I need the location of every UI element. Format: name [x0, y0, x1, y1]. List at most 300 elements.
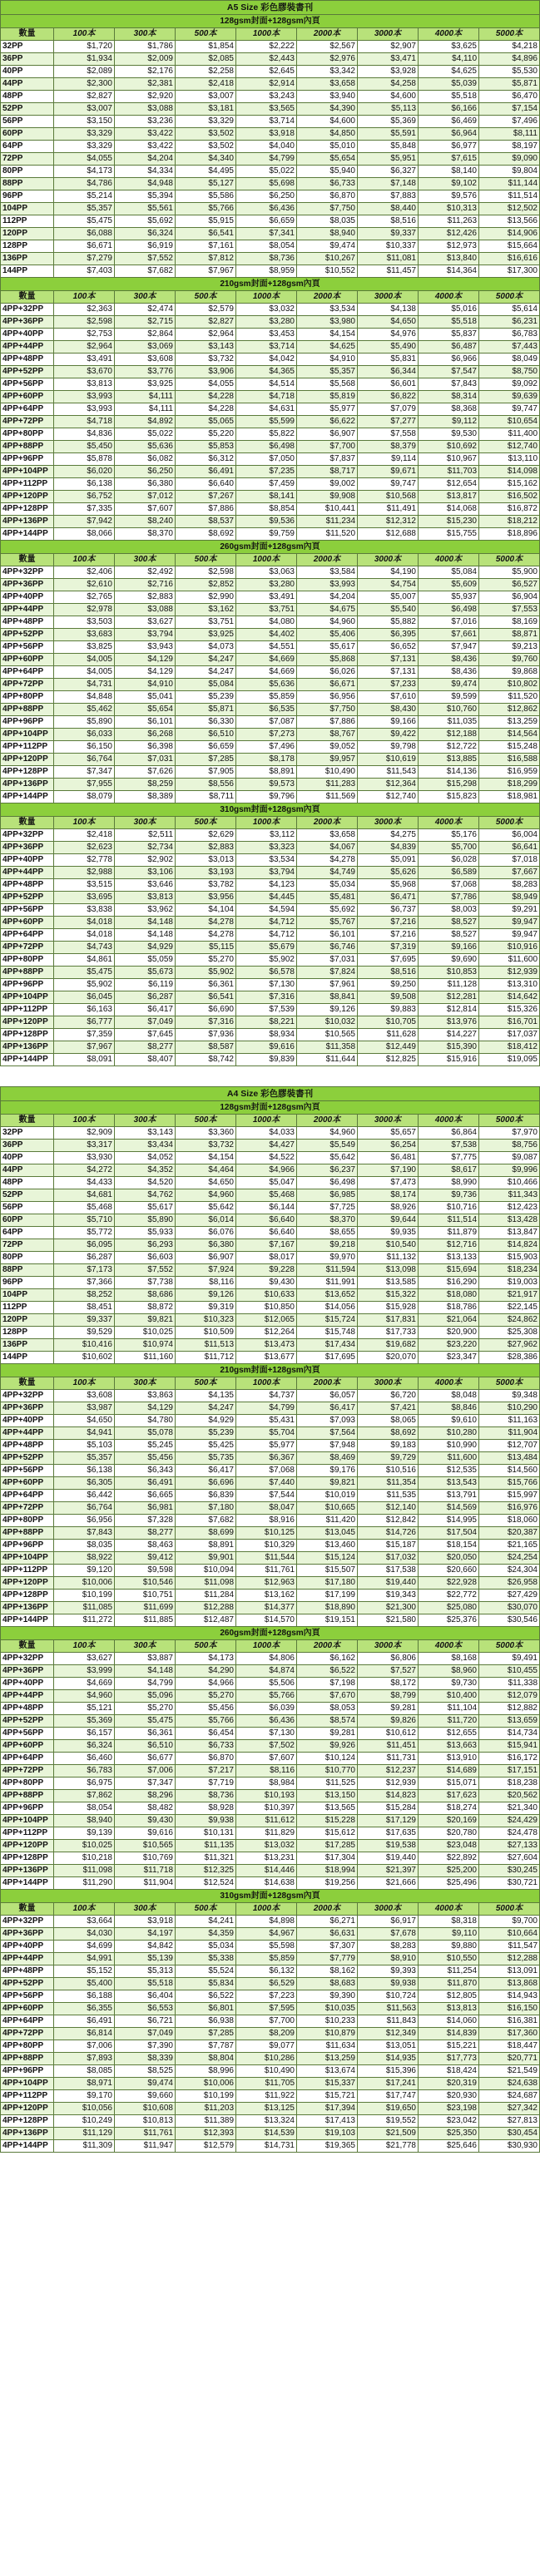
price-cell: $13,585 [358, 1277, 419, 1289]
price-cell: $3,813 [115, 892, 176, 904]
price-cell: $17,300 [479, 265, 540, 278]
price-cell: $4,073 [176, 641, 236, 654]
table-row [1, 1164, 540, 1177]
table-row [1, 829, 540, 842]
column-header: 500本 [176, 291, 236, 304]
price-cell: $19,650 [358, 2103, 419, 2115]
price-cell: $8,891 [236, 766, 297, 779]
price-cell: $7,049 [115, 2028, 176, 2040]
table-row [1, 1565, 540, 1577]
price-cell: $5,468 [54, 1202, 115, 1214]
price-cell: $5,878 [54, 453, 115, 466]
price-cell: $10,025 [54, 1840, 115, 1852]
price-cell: $12,449 [358, 1041, 419, 1054]
price-cell: $13,231 [236, 1852, 297, 1865]
price-cell: $4,799 [115, 1678, 176, 1690]
price-cell: $5,933 [115, 1227, 176, 1239]
price-cell: $5,475 [54, 967, 115, 979]
price-cell: $4,052 [115, 1152, 176, 1164]
column-header: 數量 [1, 1377, 54, 1390]
price-cell: $8,370 [297, 1214, 358, 1227]
page-count-cell: 72PP [1, 153, 54, 166]
price-cell: $11,098 [54, 1865, 115, 1877]
price-cell: $6,254 [358, 1140, 419, 1152]
price-cell: $10,990 [419, 1440, 479, 1452]
price-cell: $3,007 [54, 103, 115, 116]
price-cell: $8,537 [176, 516, 236, 528]
price-cell: $4,594 [236, 904, 297, 917]
table-row [1, 691, 540, 704]
price-cell: $11,035 [419, 716, 479, 729]
price-cell: $5,871 [176, 704, 236, 716]
page-count-cell: 104PP [1, 1289, 54, 1302]
price-cell: $14,935 [358, 2053, 419, 2065]
price-cell: $2,300 [54, 78, 115, 91]
price-cell: $14,068 [419, 503, 479, 516]
price-cell: $12,288 [176, 1602, 236, 1614]
price-cell: $10,466 [479, 1177, 540, 1189]
page-count-cell: 4PP+104PP [1, 1552, 54, 1565]
price-cell: $6,491 [176, 466, 236, 478]
price-cell: $16,502 [479, 491, 540, 503]
price-cell: $4,718 [54, 416, 115, 428]
price-cell: $17,304 [297, 1852, 358, 1865]
price-cell: $11,644 [297, 1054, 358, 1066]
price-cell: $6,004 [479, 829, 540, 842]
page-count-cell: 4PP+104PP [1, 2078, 54, 2090]
price-cell: $6,380 [176, 1239, 236, 1252]
price-cell: $3,695 [54, 892, 115, 904]
price-cell: $8,209 [236, 2028, 297, 2040]
price-cell: $7,316 [176, 1016, 236, 1029]
table-row [1, 979, 540, 991]
price-cell: $10,974 [115, 1339, 176, 1352]
price-cell: $7,087 [236, 716, 297, 729]
column-header: 5000本 [479, 291, 540, 304]
price-cell: $5,890 [54, 716, 115, 729]
price-cell: $7,285 [176, 754, 236, 766]
price-cell: $16,976 [479, 1502, 540, 1515]
price-cell: $10,802 [479, 679, 540, 691]
price-cell: $6,045 [54, 991, 115, 1004]
price-cell: $11,358 [297, 1041, 358, 1054]
price-cell: $5,766 [236, 1690, 297, 1703]
price-cell: $21,509 [358, 2128, 419, 2140]
price-cell: $10,035 [297, 2003, 358, 2015]
price-cell: $14,569 [419, 1502, 479, 1515]
price-cell: $3,143 [176, 341, 236, 354]
price-cell: $3,906 [176, 366, 236, 378]
price-cell: $7,552 [115, 253, 176, 265]
price-cell: $9,120 [54, 1565, 115, 1577]
price-cell: $25,350 [419, 2128, 479, 2140]
price-cell: $13,310 [479, 979, 540, 991]
page-count-cell: 48PP [1, 1177, 54, 1189]
price-cell: $3,794 [115, 629, 176, 641]
price-cell: $27,429 [479, 1590, 540, 1602]
page-count-cell: 136PP [1, 1339, 54, 1352]
price-cell: $5,369 [54, 1715, 115, 1728]
table-row [1, 942, 540, 954]
price-cell: $11,420 [297, 1515, 358, 1527]
price-cell: $11,628 [358, 1029, 419, 1041]
price-cell: $12,862 [479, 704, 540, 716]
price-cell: $6,188 [54, 1990, 115, 2003]
price-cell: $9,281 [358, 1703, 419, 1715]
price-cell: $9,114 [358, 453, 419, 466]
column-header: 2000本 [297, 28, 358, 41]
price-cell: $2,009 [115, 53, 176, 66]
column-header: 300本 [115, 1640, 176, 1653]
price-cell: $4,290 [176, 1665, 236, 1678]
table-row [1, 967, 540, 979]
column-header: 4000本 [419, 1640, 479, 1653]
price-cell: $7,725 [297, 1202, 358, 1214]
page-count-cell: 4PP+64PP [1, 1490, 54, 1502]
price-cell: $11,400 [479, 428, 540, 441]
price-cell: $10,455 [479, 1665, 540, 1678]
price-cell: $11,160 [115, 1352, 176, 1364]
price-cell: $16,290 [419, 1277, 479, 1289]
price-cell: $3,584 [297, 566, 358, 579]
price-cell: $2,579 [176, 304, 236, 316]
price-cell: $12,654 [419, 478, 479, 491]
price-cell: $15,187 [358, 1540, 419, 1552]
price-cell: $4,836 [54, 428, 115, 441]
page-count-cell: 4PP+44PP [1, 341, 54, 354]
table-row [1, 754, 540, 766]
price-cell: $11,922 [236, 2090, 297, 2103]
price-cell: $9,183 [358, 1440, 419, 1452]
price-cell: $8,017 [236, 1252, 297, 1264]
table-row [1, 791, 540, 803]
page-count-cell: 4PP+144PP [1, 791, 54, 803]
price-cell: $13,045 [297, 1527, 358, 1540]
price-cell: $3,434 [115, 1140, 176, 1152]
price-cell: $1,934 [54, 53, 115, 66]
price-cell: $25,496 [419, 1877, 479, 1890]
page-count-cell: 4PP+52PP [1, 1978, 54, 1990]
price-cell: $9,348 [479, 1390, 540, 1402]
price-cell: $6,026 [297, 666, 358, 679]
price-cell: $6,822 [358, 391, 419, 403]
page-count-cell: 4PP+144PP [1, 528, 54, 541]
price-cell: $2,964 [176, 329, 236, 341]
price-cell: $4,173 [176, 1653, 236, 1665]
price-cell: $10,199 [54, 1590, 115, 1602]
table-row [1, 1690, 540, 1703]
price-cell: $13,259 [297, 2053, 358, 2065]
price-cell: $10,397 [236, 1802, 297, 1815]
table-row [1, 1515, 540, 1527]
price-cell: $4,110 [419, 53, 479, 66]
price-cell: $2,474 [115, 304, 176, 316]
price-cell: $5,951 [358, 153, 419, 166]
price-cell: $15,162 [479, 478, 540, 491]
price-cell: $5,599 [236, 416, 297, 428]
price-cell: $6,956 [54, 1515, 115, 1527]
table-row [1, 729, 540, 741]
price-cell: $5,394 [115, 190, 176, 203]
price-cell: $7,924 [176, 1264, 236, 1277]
page-count-cell: 4PP+36PP [1, 1928, 54, 1941]
price-cell: $9,110 [419, 1928, 479, 1941]
price-cell: $13,840 [419, 253, 479, 265]
price-cell: $16,172 [479, 1753, 540, 1765]
price-cell: $6,028 [419, 854, 479, 867]
column-header: 4000本 [419, 817, 479, 829]
price-cell: $12,722 [419, 741, 479, 754]
page-count-cell: 60PP [1, 128, 54, 141]
price-cell: $4,055 [54, 153, 115, 166]
price-cell: $11,081 [358, 253, 419, 265]
price-cell: $9,616 [115, 1827, 176, 1840]
price-cell: $15,941 [479, 1740, 540, 1753]
price-cell: $15,916 [419, 1054, 479, 1066]
price-cell: $5,481 [297, 892, 358, 904]
column-header: 4000本 [419, 554, 479, 566]
page-count-cell: 4PP+56PP [1, 1728, 54, 1740]
price-cell: $10,546 [115, 1577, 176, 1590]
price-cell: $7,936 [176, 1029, 236, 1041]
table-row [1, 2065, 540, 2078]
table-row [1, 566, 540, 579]
price-cell: $2,988 [54, 867, 115, 879]
price-cell: $6,380 [115, 478, 176, 491]
price-cell: $17,032 [358, 1552, 419, 1565]
price-cell: $3,193 [176, 867, 236, 879]
price-cell: $7,824 [297, 967, 358, 979]
price-cell: $21,165 [479, 1540, 540, 1552]
price-cell: $5,735 [176, 1452, 236, 1465]
price-cell: $3,323 [236, 842, 297, 854]
column-header: 100本 [54, 817, 115, 829]
price-cell: $6,470 [479, 91, 540, 103]
price-cell: $4,896 [479, 53, 540, 66]
price-cell: $5,518 [115, 1978, 176, 1990]
price-cell: $6,417 [297, 1402, 358, 1415]
price-cell: $7,223 [236, 1990, 297, 2003]
price-cell: $16,616 [479, 253, 540, 265]
price-cell: $10,199 [176, 2090, 236, 2103]
price-cell: $6,250 [236, 190, 297, 203]
price-cell: $5,084 [419, 566, 479, 579]
price-cell: $16,701 [479, 1016, 540, 1029]
page-count-cell: 4PP+80PP [1, 954, 54, 967]
price-cell: $7,068 [236, 1465, 297, 1477]
price-cell: $5,940 [297, 166, 358, 178]
price-cell: $9,804 [479, 166, 540, 178]
price-cell: $12,882 [479, 1703, 540, 1715]
price-cell: $9,616 [236, 1041, 297, 1054]
price-cell: $5,540 [358, 604, 419, 616]
price-cell: $7,538 [419, 1140, 479, 1152]
price-cell: $6,361 [115, 1728, 176, 1740]
page-count-cell: 4PP+72PP [1, 679, 54, 691]
price-cell: $7,180 [176, 1502, 236, 1515]
price-cell: $11,098 [176, 1577, 236, 1590]
price-cell: $13,259 [479, 716, 540, 729]
price-cell: $5,772 [54, 1227, 115, 1239]
column-header: 2000本 [297, 554, 358, 566]
price-cell: $3,993 [54, 403, 115, 416]
price-cell: $6,498 [236, 441, 297, 453]
table-row [1, 103, 540, 116]
price-cell: $11,457 [358, 265, 419, 278]
price-cell: $5,313 [115, 1965, 176, 1978]
price-cell: $3,751 [176, 616, 236, 629]
price-cell: $3,782 [176, 879, 236, 892]
price-cell: $11,600 [479, 954, 540, 967]
price-cell: $3,243 [236, 91, 297, 103]
price-cell: $7,273 [236, 729, 297, 741]
price-cell: $4,650 [176, 1177, 236, 1189]
price-cell: $4,892 [115, 416, 176, 428]
price-cell: $11,703 [419, 466, 479, 478]
price-cell: $5,626 [358, 867, 419, 879]
price-cell: $19,440 [358, 1577, 419, 1590]
price-cell: $11,135 [176, 1840, 236, 1852]
price-cell: $5,977 [236, 1440, 297, 1452]
price-cell: $20,930 [419, 2090, 479, 2103]
price-cell: $5,022 [115, 428, 176, 441]
table-row [1, 1740, 540, 1753]
page-count-cell: 4PP+136PP [1, 1602, 54, 1614]
price-cell: $4,669 [236, 654, 297, 666]
price-cell: $11,543 [358, 766, 419, 779]
column-header: 2000本 [297, 1903, 358, 1916]
price-cell: $25,308 [479, 1327, 540, 1339]
column-header: 1000本 [236, 1903, 297, 1916]
price-cell: $10,608 [115, 2103, 176, 2115]
price-cell: $3,329 [54, 141, 115, 153]
price-cell: $3,453 [236, 329, 297, 341]
table-row [1, 879, 540, 892]
price-cell: $13,885 [419, 754, 479, 766]
price-cell: $6,601 [358, 378, 419, 391]
price-cell: $2,567 [297, 41, 358, 53]
page-count-cell: 4PP+112PP [1, 2090, 54, 2103]
column-header-row [1, 817, 540, 829]
price-cell: $2,443 [236, 53, 297, 66]
price-cell: $3,794 [236, 867, 297, 879]
price-cell: $13,110 [479, 453, 540, 466]
paper-spec-heading: 260gsm封面+128gsm內頁 [1, 541, 540, 554]
price-cell: $9,639 [479, 391, 540, 403]
table-row [1, 904, 540, 917]
table-row [1, 604, 540, 616]
page-count-cell: 4PP+44PP [1, 604, 54, 616]
page-count-cell: 4PP+128PP [1, 503, 54, 516]
price-cell: $7,307 [297, 1941, 358, 1953]
price-cell: $7,886 [297, 716, 358, 729]
price-cell: $7,700 [236, 2015, 297, 2028]
price-cell: $5,561 [115, 203, 176, 215]
table-row [1, 1041, 540, 1054]
price-cell: $6,344 [358, 366, 419, 378]
a4-price-table [0, 1086, 540, 2153]
price-cell: $8,692 [176, 528, 236, 541]
price-cell: $11,712 [176, 1352, 236, 1364]
page-count-cell: 4PP+52PP [1, 629, 54, 641]
page-count-cell: 4PP+120PP [1, 1840, 54, 1852]
price-cell: $15,823 [419, 791, 479, 803]
price-cell: $6,138 [54, 1465, 115, 1477]
price-cell: $5,968 [358, 879, 419, 892]
price-cell: $15,612 [297, 1827, 358, 1840]
price-cell: $8,283 [358, 1941, 419, 1953]
price-cell: $12,707 [479, 1440, 540, 1452]
price-cell: $3,993 [54, 391, 115, 403]
column-header: 數量 [1, 1903, 54, 1916]
price-cell: $3,534 [236, 854, 297, 867]
table-row [1, 1552, 540, 1565]
page-count-cell: 4PP+32PP [1, 1653, 54, 1665]
table-row [1, 579, 540, 591]
price-cell: $30,454 [479, 2128, 540, 2140]
price-cell: $11,731 [358, 1753, 419, 1765]
price-cell: $3,813 [54, 378, 115, 391]
price-cell: $7,527 [358, 1665, 419, 1678]
price-cell: $4,278 [297, 854, 358, 867]
price-cell: $19,103 [297, 2128, 358, 2140]
price-cell: $5,614 [479, 304, 540, 316]
table-row [1, 591, 540, 604]
price-cell: $10,813 [115, 2115, 176, 2128]
price-cell: $6,659 [176, 741, 236, 754]
price-cell: $11,718 [115, 1865, 176, 1877]
price-cell: $6,631 [297, 1928, 358, 1941]
price-cell: $8,318 [419, 1916, 479, 1928]
price-cell: $28,386 [479, 1352, 540, 1364]
price-cell: $8,891 [176, 1540, 236, 1552]
price-cell: $5,530 [479, 66, 540, 78]
price-cell: $18,154 [419, 1540, 479, 1552]
price-cell: $8,846 [419, 1402, 479, 1415]
price-cell: $3,732 [176, 354, 236, 366]
price-cell: $5,766 [176, 1715, 236, 1728]
column-header: 100本 [54, 1640, 115, 1653]
price-cell: $9,176 [297, 1465, 358, 1477]
price-cell: $4,718 [236, 391, 297, 403]
price-cell: $24,304 [479, 1565, 540, 1577]
page-count-cell: 4PP+88PP [1, 2053, 54, 2065]
table-row [1, 779, 540, 791]
price-cell: $5,636 [115, 441, 176, 453]
price-cell: $7,347 [115, 1777, 176, 1790]
price-cell: $5,456 [176, 1703, 236, 1715]
table-row [1, 1440, 540, 1452]
page-count-cell: 4PP+64PP [1, 929, 54, 942]
price-cell: $8,048 [419, 1390, 479, 1402]
table-row [1, 141, 540, 153]
table-row [1, 666, 540, 679]
price-cell: $7,645 [115, 1029, 176, 1041]
table-row [1, 166, 540, 178]
price-cell: $7,893 [54, 2053, 115, 2065]
price-cell: $6,721 [115, 2015, 176, 2028]
column-header: 1000本 [236, 1115, 297, 1127]
price-cell: $5,245 [115, 1440, 176, 1452]
price-cell: $3,280 [236, 579, 297, 591]
page-count-cell: 4PP+120PP [1, 1577, 54, 1590]
price-cell: $8,003 [419, 904, 479, 917]
page-count-cell: 44PP [1, 1164, 54, 1177]
price-cell: $9,390 [297, 1990, 358, 2003]
price-cell: $6,454 [176, 1728, 236, 1740]
price-cell: $5,462 [54, 704, 115, 716]
price-cell: $4,551 [236, 641, 297, 654]
